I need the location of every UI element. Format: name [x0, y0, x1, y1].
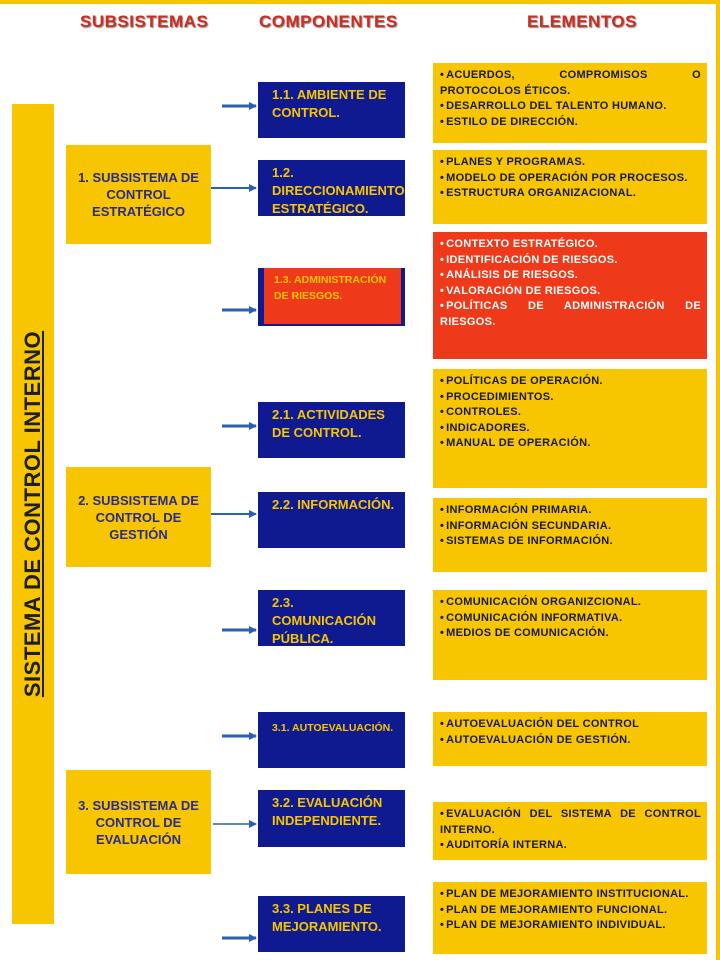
component-administracion-riesgos-label: 1.3. ADMINISTRACIÓN DE RIESGOS. — [264, 268, 401, 324]
component-actividades-control: 2.1. ACTIVIDADES DE CONTROL. — [258, 402, 405, 458]
component-ambiente-control: 1.1. AMBIENTE DE CONTROL. — [258, 82, 405, 138]
list-item: • PLANES Y PROGRAMAS. — [440, 155, 701, 171]
component-evaluacion-independiente: 3.2. EVALUACIÓN INDEPENDIENTE. — [258, 790, 405, 847]
list-item: • DESARROLLO DEL TALENTO HUMANO. — [440, 99, 701, 115]
list-item: • POLÍTICAS DE OPERACIÓN. — [440, 374, 701, 390]
list-item: • ANÁLISIS DE RIESGOS. — [440, 268, 701, 284]
elements-autoevaluacion — [433, 712, 707, 766]
header-subsistemas: SUBSISTEMAS — [80, 12, 209, 31]
component-direccionamiento: 1.2. DIRECCIONAMIENTO ESTRATÉGICO. — [258, 160, 405, 216]
list-item: • CONTEXTO ESTRATÉGICO. — [440, 237, 701, 253]
list-item: • PROCEDIMIENTOS. — [440, 390, 701, 406]
component-informacion: 2.2. INFORMACIÓN. — [258, 492, 405, 548]
elements-evaluacion-independiente — [433, 802, 707, 860]
list-item: • PLAN DE MEJORAMIENTO FUNCIONAL. — [440, 903, 701, 919]
subsystem-evaluacion: 3. SUBSISTEMA DE CONTROL DE EVALUACIÓN — [66, 770, 211, 874]
component-comunicacion-publica: 2.3. COMUNICACIÓN PÚBLICA. — [258, 590, 405, 646]
elements-direccionamiento — [433, 150, 707, 224]
list-item: • ESTRUCTURA ORGANIZACIONAL. — [440, 186, 701, 202]
list-item: • INDICADORES. — [440, 421, 701, 437]
list-item: • VALORACIÓN DE RIESGOS. — [440, 284, 701, 300]
list-item: • AUTOEVALUACIÓN DEL CONTROL — [440, 717, 701, 733]
elements-informacion — [433, 498, 707, 572]
elements-comunicacion-publica — [433, 590, 707, 680]
list-item: • AUTOEVALUACIÓN DE GESTIÓN. — [440, 733, 701, 749]
list-item: • POLÍTICAS DE ADMINISTRACIÓN DE RIESGOS. — [440, 299, 701, 330]
component-planes-mejoramiento: 3.3. PLANES DE MEJORAMIENTO. — [258, 896, 405, 952]
list-item: • CONTROLES. — [440, 405, 701, 421]
elements-planes-mejoramiento — [433, 882, 707, 954]
list-item: • IDENTIFICACIÓN DE RIESGOS. — [440, 253, 701, 269]
header-elementos: ELEMENTOS — [527, 12, 637, 31]
list-item: • COMUNICACIÓN ORGANIZCIONAL. — [440, 595, 701, 611]
list-item: • ESTILO DE DIRECCIÓN. — [440, 115, 701, 131]
list-item: • COMUNICACIÓN INFORMATIVA. — [440, 611, 701, 627]
list-item: • INFORMACIÓN SECUNDARIA. — [440, 519, 701, 535]
subsystem-estrategico: 1. SUBSISTEMA DE CONTROL ESTRATÉGICO — [66, 145, 211, 244]
list-item: • PLAN DE MEJORAMIENTO INSTITUCIONAL. — [440, 887, 701, 903]
list-item: • MANUAL DE OPERACIÓN. — [440, 436, 701, 452]
component-autoevaluacion: 3.1. AUTOEVALUACIÓN. — [258, 712, 405, 768]
list-item: • PLAN DE MEJORAMIENTO INDIVIDUAL. — [440, 918, 701, 934]
elements-administracion-riesgos — [433, 232, 707, 359]
list-item: • EVALUACIÓN DEL SISTEMA DE CONTROL INTERNO. — [440, 807, 701, 838]
list-item: • ACUERDOS, COMPROMISOS O PROTOCOLOS ÉTICOS. — [440, 68, 701, 99]
elements-ambiente-control — [433, 63, 707, 143]
list-item: • MEDIOS DE COMUNICACIÓN. — [440, 626, 701, 642]
subsystem-gestion: 2. SUBSISTEMA DE CONTROL DE GESTIÓN — [66, 467, 211, 567]
list-item: • INFORMACIÓN PRIMARIA. — [440, 503, 701, 519]
elements-actividades-control — [433, 369, 707, 488]
system-title: SISTEMA DE CONTROL INTERNO — [20, 330, 45, 698]
list-item: • SISTEMAS DE INFORMACIÓN. — [440, 534, 701, 550]
list-item: • AUDITORÍA INTERNA. — [440, 838, 701, 854]
header-componentes: COMPONENTES — [259, 12, 398, 31]
list-item: • MODELO DE OPERACIÓN POR PROCESOS. — [440, 171, 701, 187]
component-administracion-riesgos — [258, 268, 405, 326]
